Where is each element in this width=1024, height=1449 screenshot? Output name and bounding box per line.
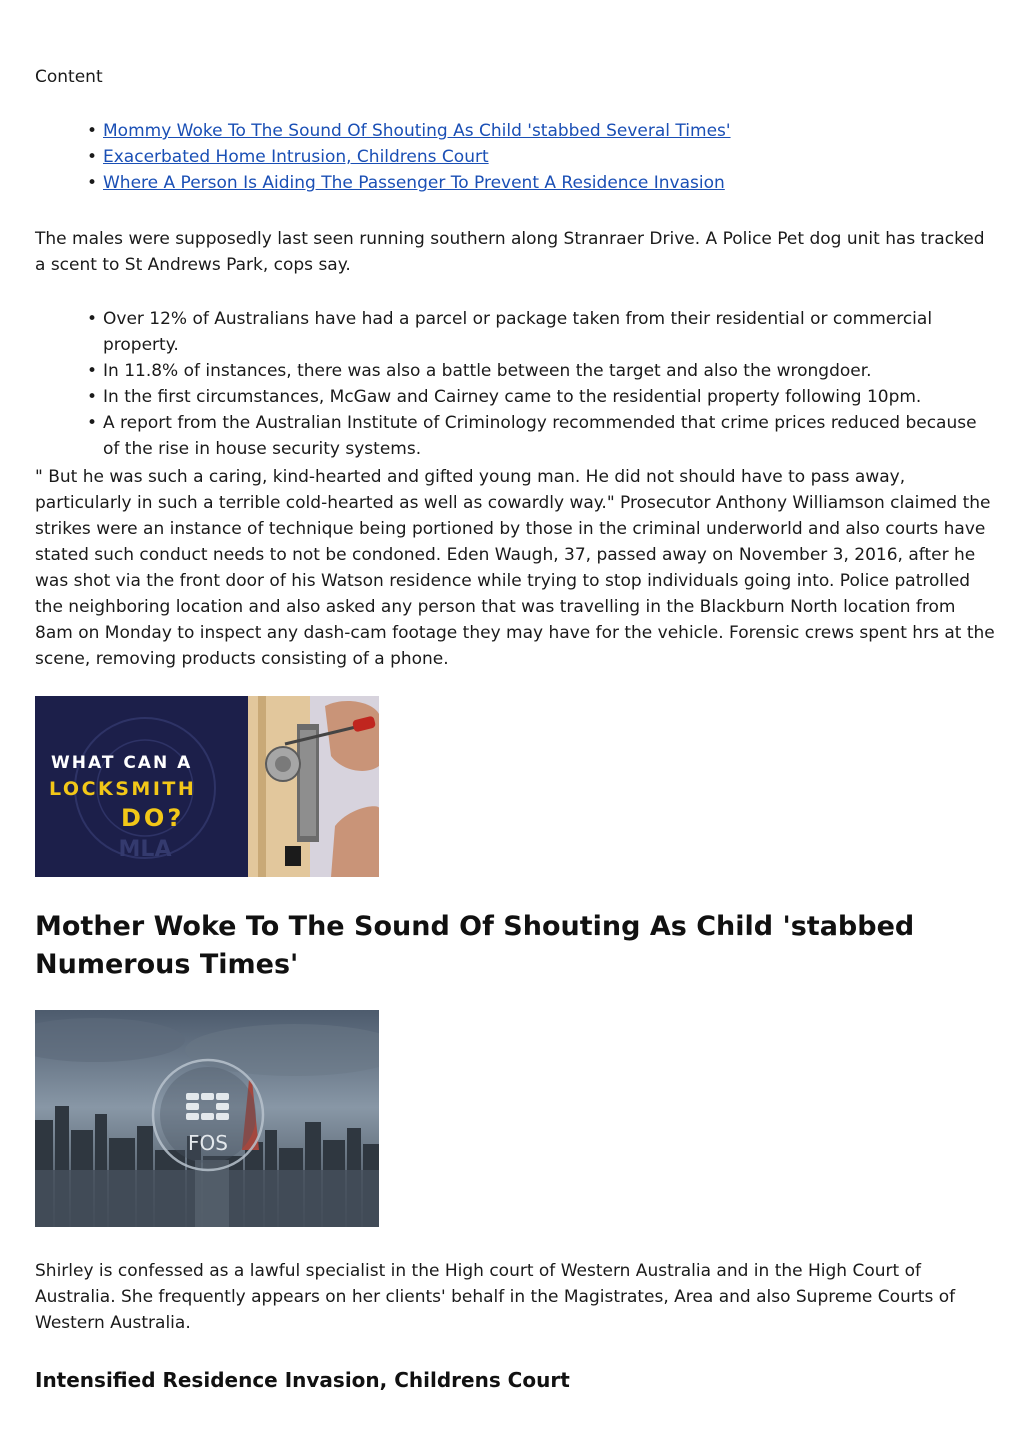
list-item: • A report from the Australian Institute of Criminology recommended that crime prices reduced because of the rise in house security systems. <box>35 410 995 462</box>
locksmith-image <box>35 696 379 877</box>
fos-city-image <box>35 1010 379 1227</box>
toc-item <box>35 118 995 144</box>
paragraph: Shirley is confessed as a lawful specialist in the High court of Western Australia and in the High Court of Australia. She frequently appears on her clients' behalf in the Magistrates, Area and also Supreme Courts of Western Australia. <box>35 1261 956 1333</box>
paragraph: " But he was such a caring, kind-hearted and gifted young man. He did not should have to pass away, particularly in such a terrible cold-hearted as well as cowardly way." Prosecutor Anthony Williamson claimed the strikes were an instance of technique being portioned by those in the criminal underworld and also courts have stated such conduct needs to not be condoned. Eden Waugh, 37, passed away on November 3, 2016, after he was shot via the front door of his Watson residence while trying to stop individuals going into. Police patrolled the neighboring location and also asked any person that was travelling in the Blackburn North location from 8am on Monday to inspect any dash-cam footage they may have for the vehicle. Forensic crews spent hrs at the scene, removing products consisting of a phone. <box>35 467 995 669</box>
paragraph: The males were supposedly last seen running southern along Stranraer Drive. A Police Pet dog unit has tracked a scent to St Andrews Park, cops say. <box>35 229 985 275</box>
facts-list <box>35 306 995 462</box>
list-item: • In the first circumstances, McGaw and Cairney came to the residential property following 10pm. <box>35 384 995 410</box>
table-of-contents <box>35 118 995 196</box>
content-label: Content <box>35 67 103 87</box>
fos-logo-text: FOS <box>188 1131 228 1155</box>
toc-item <box>35 170 995 196</box>
toc-link[interactable]: Exacerbated Home Intrusion, Childrens Court <box>103 147 489 167</box>
seal-abbr: MLA <box>118 837 172 862</box>
list-item: • Over 12% of Australians have had a parcel or package taken from their residential or commercial property. <box>35 306 995 358</box>
image-headline-3: DO? <box>121 804 185 832</box>
image-headline-1: WHAT CAN A <box>51 753 193 773</box>
section-heading: Mother Woke To The Sound Of Shouting As Child 'stabbed Numerous Times' <box>35 911 915 980</box>
toc-item <box>35 144 995 170</box>
toc-link[interactable]: Where A Person Is Aiding The Passenger To Prevent A Residence Invasion <box>103 173 725 193</box>
toc-link[interactable]: Mommy Woke To The Sound Of Shouting As Child 'stabbed Several Times' <box>103 121 731 141</box>
subsection-heading: Intensified Residence Invasion, Childrens Court <box>35 1368 570 1392</box>
list-item: • In 11.8% of instances, there was also a battle between the target and also the wrongdoer. <box>35 358 995 384</box>
image-headline-2: LOCKSMITH <box>49 778 197 800</box>
